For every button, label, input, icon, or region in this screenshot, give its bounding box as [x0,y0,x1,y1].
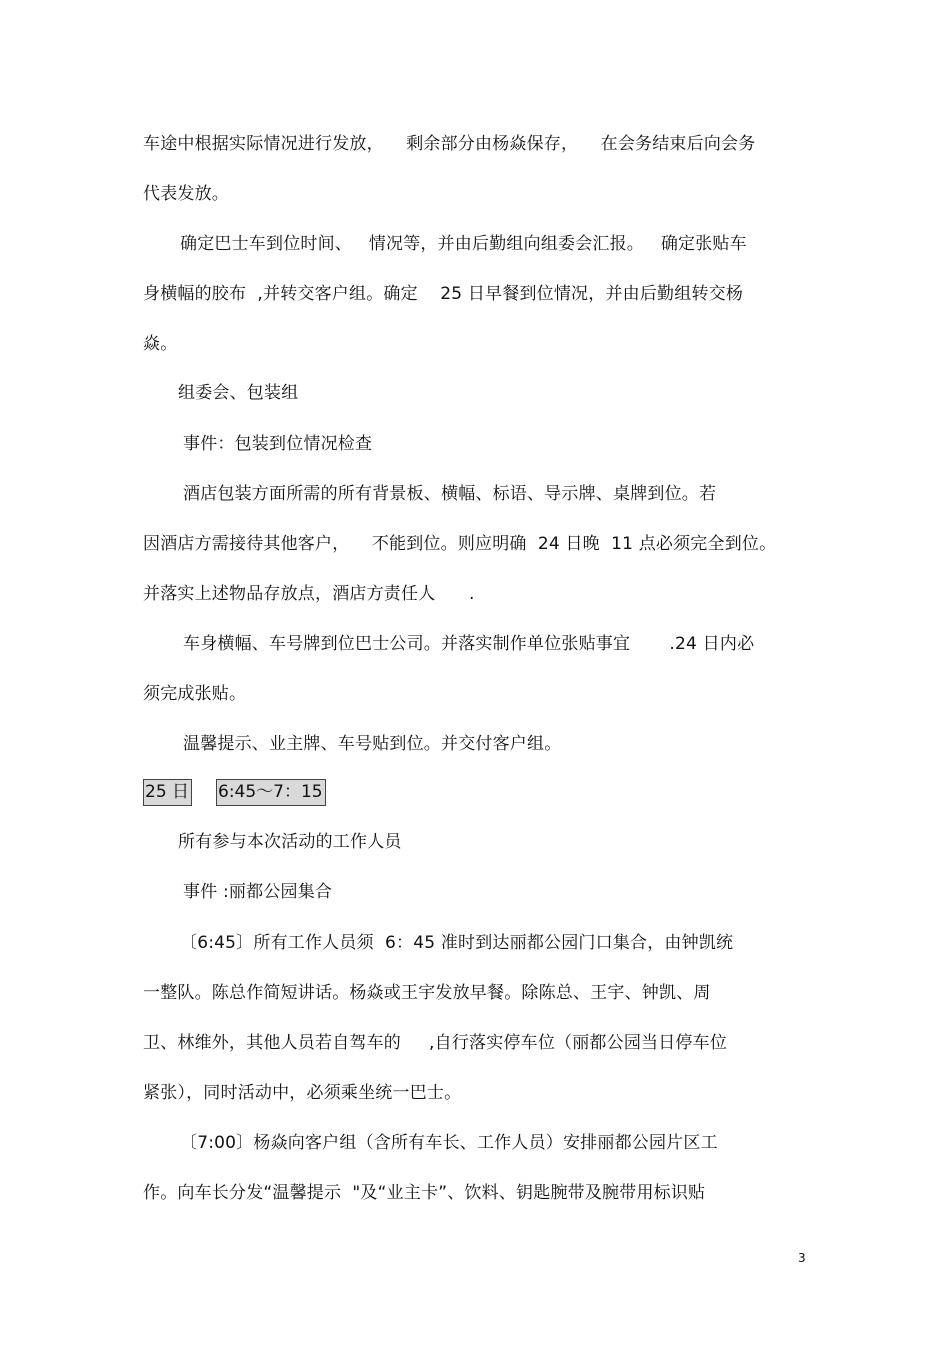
text-line-8: 酒店包装方面所需的所有背景板、横幅、标语、导示牌、桌牌到位。若 [183,484,717,504]
event-heading-packaging: 事件：包装到位情况检查 [183,434,373,454]
page-number: 3 [798,1251,806,1265]
text-line-4: 身横幅的胶布 ,并转交客户组。确定 25 日早餐到位情况，并由后勤组转交杨 [143,284,744,304]
text-line-2: 代表发放。 [143,184,229,204]
text-line-21: 作。向车长分发“温馨提示 "及“业主卡”、饮料、钥匙腕带及腕带用标识贴 [143,1183,706,1203]
text-line-18: 卫、林维外，其他人员若自驾车的 ,自行落实停车位（丽都公园当日停车位 [143,1033,728,1053]
text-line-17: 一整队。陈总作简短讲话。杨焱或王宇发放早餐。除陈总、王宇、钟凯、周 [143,983,711,1003]
schedule-time-box: 6:45～7：15 [216,779,326,806]
text-line-3: 确定巴士车到位时间、 情况等，并由后勤组向组委会汇报。 确定张贴车 [180,234,747,254]
text-line-12: 须完成张贴。 [143,684,247,704]
section-heading-all-staff: 所有参与本次活动的工作人员 [178,832,402,852]
text-line-5: 焱。 [143,334,178,354]
text-line-11: 车身横幅、车号牌到位巴士公司。并落实制作单位张贴事宜 .24 日内必 [183,634,755,654]
schedule-date-box: 25 日 [143,779,192,806]
text-line-1: 车途中根据实际情况进行发放， 剩余部分由杨焱保存， 在会务结束后向会务 [143,134,756,154]
text-line-20: 〔7:00〕杨焱向客户组（含所有车长、工作人员）安排丽都公园片区工 [180,1133,718,1153]
text-line-16: 〔6:45〕所有工作人员须 6：45 准时到达丽都公园门口集合，由钟凯统 [180,933,734,953]
event-heading-gathering: 事件 :丽都公园集合 [183,882,333,902]
text-line-13: 温馨提示、业主牌、车号贴到位。并交付客户组。 [183,734,562,754]
text-line-9: 因酒店方需接待其他客户， 不能到位。则应明确 24 日晚 11 点必须完全到位。 [143,534,777,554]
text-line-10: 并落实上述物品存放点，酒店方责任人 . [143,584,475,604]
text-line-19: 紧张），同时活动中，必须乘坐统一巴士。 [143,1083,462,1103]
section-heading-committee: 组委会、包装组 [178,383,299,403]
